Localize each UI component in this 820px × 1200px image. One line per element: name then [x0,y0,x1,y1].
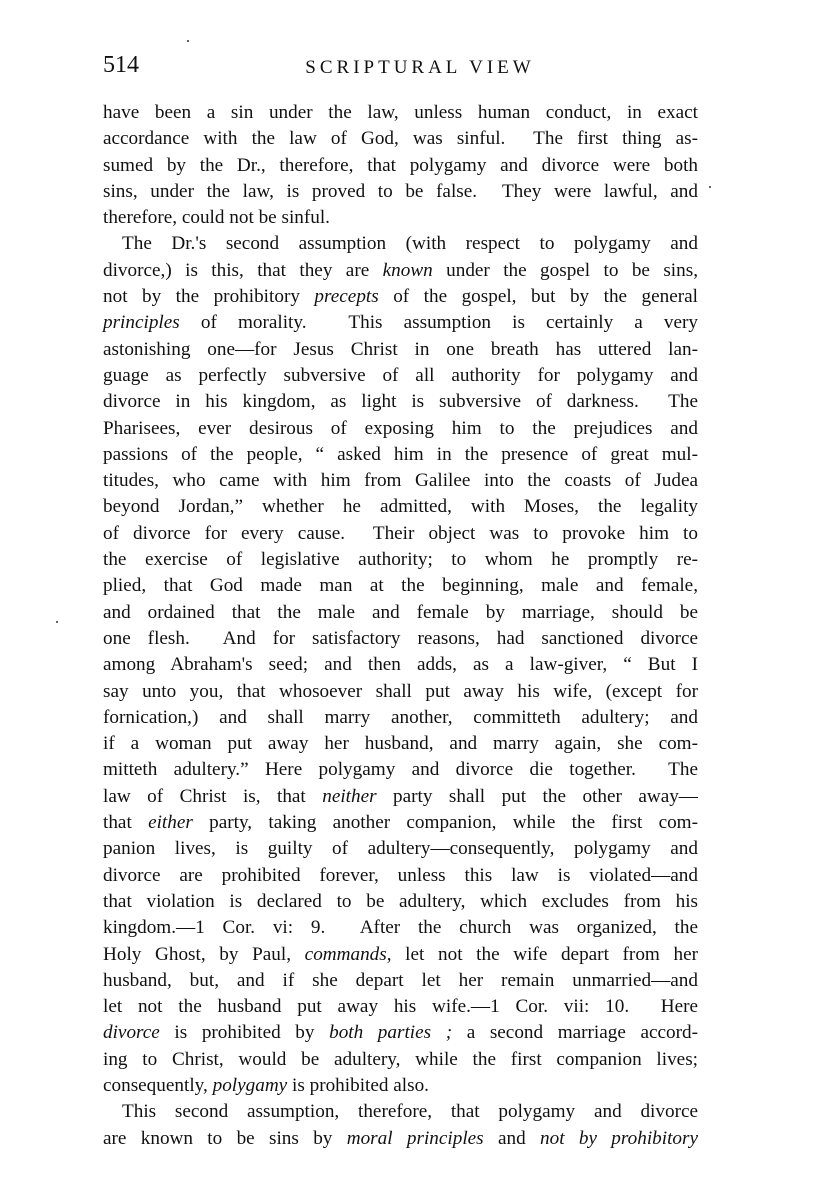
italic-text: neither [322,785,377,807]
text-line [103,363,698,389]
scan-speck [709,186,711,188]
italic-text: moral principles [346,1127,484,1149]
text-line [103,1126,698,1152]
text-line [103,231,698,257]
text-segment: have been a sin under the law, unless human conduct, in exact [103,102,698,123]
text-segment: party, taking another companion, while the first com- [192,812,698,834]
text-line [103,784,698,810]
text-line [103,126,698,152]
page-number: 514 [103,52,139,78]
text-line [103,889,698,915]
text-line [103,915,698,941]
text-segment: divorce are prohibited forever, unless this law is violated—and [103,864,698,886]
text-segment: under the gospel to be sins, [432,259,698,281]
text-segment: are known to be sins by [103,1127,347,1149]
text-segment: sins, under the law, is proved to be false. They were lawful, and [103,180,698,202]
text-segment: passions of the people, “ asked him in the presence of great mul- [103,443,698,465]
text-line [103,705,698,731]
text-line [103,626,698,652]
text-line [103,521,698,547]
text-segment: say unto you, that whosoever shall put away his wife, (except for [103,680,698,702]
text-line [103,389,698,415]
body-text [103,100,698,1152]
italic-text: either [148,812,193,834]
text-segment: plied, that God made man at the beginning, male and female, [103,575,698,597]
text-line [103,942,698,968]
scan-speck [56,621,58,623]
text-segment: sumed by the Dr., therefore, that polygamy and divorce were both [103,154,698,176]
text-segment: law of Christ is, that [103,785,323,807]
italic-text: divorce [103,1022,160,1044]
text-segment: fornication,) and shall marry another, committeth adultery; and [103,706,698,728]
text-segment: of the gospel, but by the general [378,286,699,308]
text-segment: is prohibited by [159,1022,330,1044]
text-line [103,968,698,994]
text-segment: husband, but, and if she depart let her remain unmarried—and [103,969,698,991]
text-segment: of divorce for every cause. Their object was to provoke him to [103,522,698,544]
text-line [103,573,698,599]
running-head: SCRIPTURAL VIEW [305,57,535,78]
text-line [103,284,698,310]
italic-text: both parties ; [329,1022,453,1044]
text-line [103,994,698,1020]
italic-text: principles [103,312,180,334]
text-segment: a second marriage accord- [452,1022,698,1044]
text-line [103,863,698,889]
text-line [103,731,698,757]
italic-text: known [382,259,433,281]
text-line [103,810,698,836]
text-segment: of morality. This assumption is certainly a very [179,312,698,334]
text-segment: ing to Christ, would be adultery, while the first companion lives; [103,1048,698,1070]
text-line [103,1099,698,1125]
text-segment: and ordained that the male and female by marriage, should be [103,601,698,623]
text-line [103,100,698,126]
text-segment: if a woman put away her husband, and marry again, she com- [103,733,698,755]
text-segment: beyond Jordan,” whether he admitted, with Moses, the legality [103,496,698,518]
text-segment: guage as perfectly subversive of all authority for polygamy and [103,364,698,386]
text-line [103,205,698,231]
text-line [103,179,698,205]
text-segment: , let not the wife depart from her [386,943,698,965]
text-line [103,310,698,336]
text-segment: astonishing one—for Jesus Christ in one breath has uttered lan- [103,338,698,360]
text-segment: one flesh. And for satisfactory reasons, had sanctioned divorce [103,627,698,649]
text-segment: panion lives, is guilty of adultery—consequently, polygamy and [103,838,698,860]
text-line [103,1020,698,1046]
text-segment: This second assumption, therefore, that polygamy and divorce [122,1101,698,1123]
text-segment: that [103,812,149,834]
text-line [103,337,698,363]
text-line [103,600,698,626]
text-segment: Pharisees, ever desirous of exposing him to the prejudices and [103,417,698,439]
text-segment: consequently, [103,1074,213,1096]
text-segment: accordance with the law of God, was sinful. The first thing as- [103,128,698,150]
italic-text: commands [304,943,387,965]
text-line [103,494,698,520]
text-segment: therefore, could not be sinful. [103,207,330,229]
italic-text: not by prohibitory [540,1127,698,1149]
text-segment: The Dr.'s second assumption (with respect to polygamy and [122,233,698,255]
text-segment: kingdom.—1 Cor. vi: 9. After the church was organized, the [103,917,698,939]
text-line [103,468,698,494]
text-segment: not by the prohibitory [103,286,315,308]
text-segment: mitteth adultery.” Here polygamy and divorce die together. The [103,759,698,781]
text-segment: titudes, who came with him from Galilee into the coasts of Judea [103,470,698,492]
italic-text: polygamy [212,1074,288,1096]
text-segment: divorce in his kingdom, as light is subversive of darkness. The [103,391,698,413]
text-line [103,1073,698,1099]
text-line [103,442,698,468]
text-line [103,836,698,862]
italic-text: precepts [314,286,379,308]
text-segment: Holy Ghost, by Paul, [103,943,305,965]
text-segment: divorce,) is this, that they are [103,259,383,281]
text-segment: and [483,1127,541,1149]
text-line [103,757,698,783]
text-segment: that violation is declared to be adultery, which excludes from his [103,890,698,912]
text-segment: the exercise of legislative authority; to whom he promptly re- [103,549,698,571]
text-segment: is prohibited also. [287,1074,429,1096]
text-line [103,1047,698,1073]
text-segment: let not the husband put away his wife.—1 Cor. vii: 10. Here [103,996,698,1018]
text-segment: party shall put the other away— [376,785,698,807]
text-line [103,153,698,179]
text-line [103,652,698,678]
text-line [103,258,698,284]
text-line [103,547,698,573]
text-segment: among Abraham's seed; and then adds, as a law-giver, “ But I [103,654,698,676]
scan-speck [187,40,189,42]
text-line [103,416,698,442]
text-line [103,679,698,705]
